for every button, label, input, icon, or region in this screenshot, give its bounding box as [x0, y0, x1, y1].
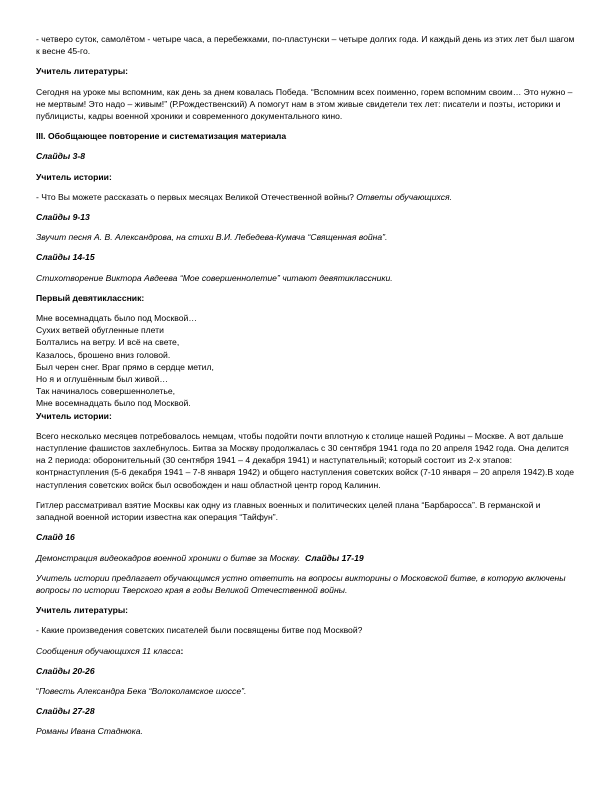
quiz-note: Учитель истории предлагает обучающимся устно ответить на вопросы викторины о Московской битве, в которую включены вопросы по истории Тверского края в годы Великой Отечественной войны. [36, 572, 566, 595]
slides-label: Слайды 9-13 [36, 212, 90, 223]
poem-line: Мне восемнадцать было под Москвой… [36, 313, 197, 324]
newsreel-text: Демонстрация видеокадров военной хроники о битве за Москву. [36, 552, 301, 563]
section-heading: III. Обобщающее повторение и систематизация материала [36, 131, 287, 142]
stadnyuk-novels: Романы Ивана Стаднюка. [36, 726, 143, 737]
slides-label: Слайды 20-26 [36, 665, 95, 676]
paragraph-barbarossa: Гитлер рассматривал взятие Москвы как одну из главных военных и политических целей плана “Барбаросса”. В германской и западной военной истории известна как операция “Тайфун”. [36, 499, 541, 523]
question-writers: - Какие произведения советских писателей были посвящены битве под Москвой? [36, 625, 363, 636]
poem-line: Казалось, брошено вниз головой. [36, 349, 171, 360]
answer-note: Ответы обучающихся. [356, 191, 452, 202]
poem-line: Сухих ветвей обугленные плети [36, 325, 164, 336]
heading-first-ninth-grader: Первый девятиклассник: [36, 292, 145, 303]
students-messages-text: Сообщения обучающихся 11 класса [36, 645, 181, 656]
paragraph-intro: - четверо суток, самолётом - четыре часа, а перебежками, по-пластунски – четыре долгих года. И каждый день из этих лет был шагом к весне 45-го. [36, 34, 575, 57]
heading-history-teacher: Учитель истории: [36, 171, 112, 182]
open-quote: “ [36, 685, 39, 696]
slides-label: Слайды 14-15 [36, 252, 95, 263]
newsreel-line [36, 552, 578, 564]
heading-literature-teacher: Учитель литературы: [36, 66, 129, 77]
students-messages [36, 645, 578, 657]
page-content [36, 33, 578, 738]
poem [36, 312, 578, 410]
poem-line: Но я и оглушённым был живой… [36, 374, 168, 385]
slide-label: Слайд 16 [36, 532, 75, 543]
slides-label: Слайды 27-28 [36, 706, 95, 717]
poem-line: Болтались на ветру. И всё на свете, [36, 337, 180, 348]
bek-novel-text: Повесть Александра Бека “Волоколамское шоссе”. [38, 685, 247, 696]
poem-line: Так начиналось совершеннолетье, [36, 386, 176, 397]
question-text: - Что Вы можете рассказать о первых месяцах Великой Отечественной войны? [36, 191, 357, 202]
bek-novel [36, 685, 578, 697]
heading-literature-teacher: Учитель литературы: [36, 605, 129, 616]
slides-label: Слайды 17-19 [305, 552, 364, 563]
song-note: Звучит песня А. В. Александрова, на стихи В.И. Лебедева-Кумача “Священная война”. [36, 232, 388, 243]
poem-intro: Стихотворение Виктора Авдеева “Мое совершеннолетие” читают девятиклассники. [36, 272, 393, 283]
question-first-months [36, 191, 578, 203]
poem-line: Был черен снег. Враг прямо в сердце метил, [36, 361, 214, 372]
poem-line: Мне восемнадцать было под Москвой. [36, 398, 191, 409]
heading-history-teacher: Учитель истории: [36, 410, 112, 421]
paragraph-moscow-battle: Всего несколько месяцев потребовалось немцам, чтобы подойти почти вплотную к столице нашей Родины – Москве. А вот дальше наступление фашистов захлебнулось. Битва за Москву продолжалась с 30 сентября 1941 года по 20 апреля 1942 года. Она делится на 2 периода: оборонительный (30 сентября 1941 – 4 декабря 1941) и наступательный; который состоит из 2-х этапов: контрнаступления (5-6 декабря 1941 – 7-8 января 1942) и общего наступления советских войск (7-10 января – 20 апреля 1942).В ходе наступления советских войск был освобожден и наш областной центр город Калинин. [36, 430, 575, 490]
paragraph-literature-intro: Сегодня на уроке мы вспомним, как день за днем ковалась Победа. “Вспомним всех поименно, горем вспомним своим… Это нужно – не мертвым! Это надо – живым!” (Р.Рождественский) А помогут нам в этом живые свидетели тех лет: писатели и поэты, историки и публицисты, кадры военной хроники и современного документального кино. [36, 86, 573, 122]
students-messages-colon: : [180, 645, 184, 656]
slides-label: Слайды 3-8 [36, 151, 86, 162]
